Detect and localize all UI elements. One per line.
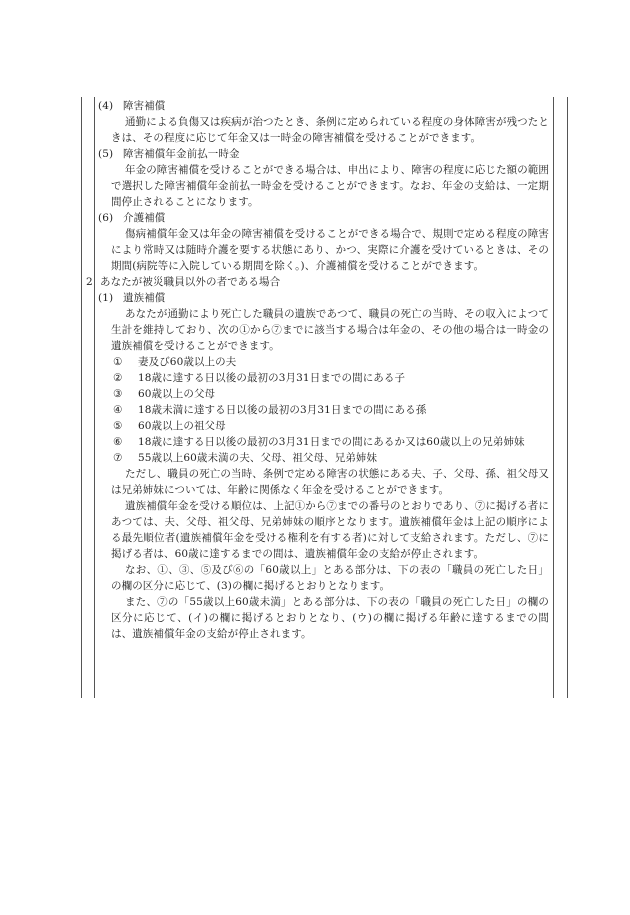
note-paragraph: 遺族補償年金を受ける順位は、上記①から⑦までの番号のとおりであり、⑦に掲げる者にあつては、夫、父母、祖父母、兄弟姉妹の順序となります。遺族補償年金は上記の順序による最先順位者(遺族補償年金を受ける権利を有する者)に対して支給されます。ただし、⑦に掲げる者は、60歳に達するまでの間は、遺族補償年金の支給が停止されます。 <box>111 500 549 560</box>
right-border-inner <box>553 97 554 698</box>
item-number: ① <box>113 356 123 368</box>
section-body-4: 通勤による負傷又は疾病が治つたとき、条例に定められている程度の身体障害が残つたときは、その程度に応じて年金又は一時金の障害補償を受けることができます。 <box>111 116 549 144</box>
note-paragraph: また、⑦の「55歳以上60歳未満」とある部分は、下の表の「職員の死亡した日」の欄の区分に応じて、(イ)の欄に掲げるとおりとなり、(ウ)の欄に掲げる年齢に達するまでの間は、遺族補償年金の支給が停止されます。 <box>111 596 549 640</box>
item-text: 妻及び60歳以上の夫 <box>138 356 237 368</box>
section-number: (4) <box>98 100 114 112</box>
section-number: (5) <box>98 148 114 160</box>
item-number: ③ <box>113 388 123 400</box>
note-paragraph: なお、①、③、⑤及び⑥の「60歳以上」とある部分は、下の表の「職員の死亡した日」の欄の区分に応じて、(3)の欄に掲げるとおりとなります。 <box>111 564 549 592</box>
section-title: 遺族補償 <box>123 292 166 304</box>
section-title: 介護補償 <box>123 212 166 224</box>
list-item <box>86 386 549 402</box>
section-heading-6 <box>86 210 549 226</box>
list-item <box>86 370 549 386</box>
item-number: ② <box>113 372 123 384</box>
section-heading-5 <box>86 146 549 162</box>
item-text: 60歳以上の祖父母 <box>138 420 226 432</box>
item-number: ⑦ <box>113 452 123 464</box>
list-item <box>86 418 549 434</box>
list-item <box>86 402 549 418</box>
list-item <box>86 354 549 370</box>
list-item <box>86 434 549 450</box>
document-body <box>86 98 549 642</box>
section-number: (6) <box>98 212 114 224</box>
item-number: ⑥ <box>113 436 123 448</box>
item-text: 55歳以上60歳未満の夫、父母、祖父母、兄弟姉妹 <box>138 452 378 464</box>
list-item <box>86 450 549 466</box>
item-text: 18歳未満に達する日以後の最初の3月31日までの間にある孫 <box>138 404 427 416</box>
section-title: 障害補償 <box>123 100 166 112</box>
note-paragraph: ただし、職員の死亡の当時、条例で定める障害の状態にある夫、子、父母、孫、祖父母又は兄弟姉妹については、年齢に関係なく年金を受けることができます。 <box>111 468 549 496</box>
section-body-5: 年金の障害補償を受けることができる場合は、申出により、障害の程度に応じた額の範囲で選択した障害補償年金前払一時金を受けることができます。なお、年金の支給は、一定期間停止されることになります。 <box>111 164 549 208</box>
item-text: 18歳に達する日以後の最初の3月31日までの間にあるか又は60歳以上の兄弟姉妹 <box>138 436 525 448</box>
item-number: ④ <box>113 404 123 416</box>
section-number: (1) <box>98 292 114 304</box>
item-number: ⑤ <box>113 420 123 432</box>
item-text: 60歳以上の父母 <box>138 388 216 400</box>
part-number: 2 <box>86 276 93 288</box>
section-title: 障害補償年金前払一時金 <box>123 148 240 160</box>
part-title: あなたが被災職員以外の者である場合 <box>100 276 281 288</box>
part-heading-2 <box>86 274 549 290</box>
left-border-outer <box>81 97 82 698</box>
section-heading-4 <box>86 98 549 114</box>
section-body-1: あなたが通勤により死亡した職員の遺族であつて、職員の死亡の当時、その収入によつて生計を維持しており、次の①から⑦までに該当する場合は年金の、その他の場合は一時金の遺族補償を受けることができます。 <box>111 308 549 352</box>
item-text: 18歳に達する日以後の最初の3月31日までの間にある子 <box>138 372 406 384</box>
section-body-6: 傷病補償年金又は年金の障害補償を受けることができる場合で、規則で定める程度の障害により常時又は随時介護を要する状態にあり、かつ、実際に介護を受けているときは、その期間(病院等に入院している期間を除く。)、介護補償を受けることができます。 <box>111 228 549 272</box>
section-heading-1 <box>86 290 549 306</box>
right-border-outer <box>567 97 568 698</box>
